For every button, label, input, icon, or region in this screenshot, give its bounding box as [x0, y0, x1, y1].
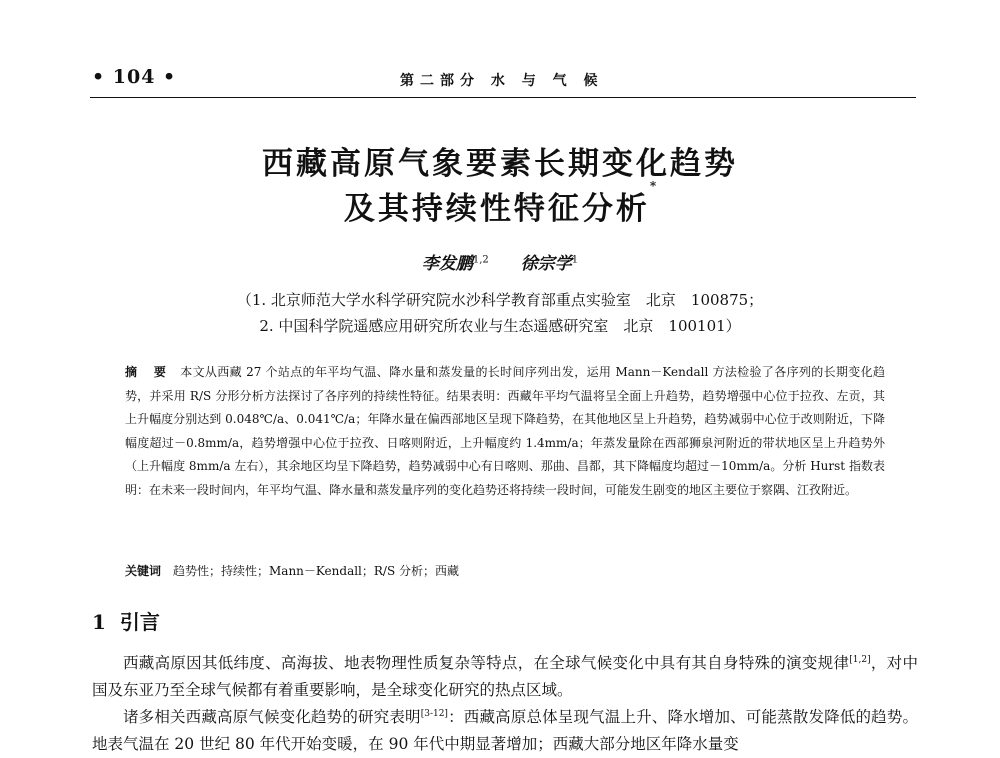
paper-title-line1: 西藏高原气象要素长期变化趋势 — [262, 146, 738, 182]
abstract-label: 摘 要 — [125, 365, 173, 379]
keywords — [125, 562, 459, 579]
abstract — [125, 361, 885, 502]
section-title: 引言 — [119, 610, 160, 634]
body-paragraph: 西藏高原因其低纬度、高海拔、地表物理性质复杂等特点，在全球气候变化中具有其自身特殊的演变规律[1,2]，对中国及东亚乃至全球气候都有着重要影响，是全球变化研究的热点区域。 — [92, 654, 918, 700]
affiliation-1: （1. 北京师范大学水科学研究院水沙科学教育部重点实验室 北京 100875； — [236, 291, 764, 309]
body-paragraph: 诸多相关西藏高原气候变化趋势的研究表明[3-12]：西藏高原总体呈现气温上升、降水增加、可能蒸散发降低的趋势。地表气温在 20 世纪 80 年代开始变暖，在 90 年代中期显著增加；西藏大部分地区年降水量变 — [92, 708, 918, 754]
header-rule — [90, 97, 916, 98]
title-footnote-mark: * — [649, 179, 657, 193]
keywords-text: 趋势性；持续性；Mann－Kendall；R/S 分析；西藏 — [173, 564, 460, 578]
paper-title-line2: 及其持续性特征分析* — [343, 179, 657, 227]
section-number: 1 — [92, 610, 106, 634]
citation: [1,2] — [849, 655, 871, 665]
section-heading — [92, 606, 160, 635]
author-affiliation-mark: 1,2 — [472, 254, 489, 266]
author-name: 徐宗学 — [520, 254, 572, 274]
author-list — [0, 249, 1000, 274]
abstract-text: 本文从西藏 27 个站点的年平均气温、降水量和蒸发量的长时间序列出发，运用 Mann－Kendall 方法检验了各序列的长期变化趋势，并采用 R/S 分形分析方法探讨了各序列的持续性特征。结果表明：西藏年平均气温将呈全面上升趋势，趋势增强中心位于拉孜、左贡，其上升幅度分别达到 0.048℃/a、0.041℃/a；年降水量在偏西部地区呈现下降趋势，在其他地区呈上升趋势，趋势减弱中心位于改则附近，下降幅度超过－0.8mm/a，趋势增强中心位于拉孜、日喀则附近，上升幅度约 1.4mm/a；年蒸发量除在西部狮泉河附近的带状地区呈上升趋势外（上升幅度 8mm/a 左右），其余地区均呈下降趋势，趋势减弱中心有日喀则、那曲、昌都，其下降幅度均超过－10mm/a。分析 Hurst 指数表明：在未来一段时间内，年平均气温、降水量和蒸发量序列的变化趋势还将持续一段时间，可能发生剧变的地区主要位于察隅、江孜附近。 — [125, 365, 885, 497]
citation: [3-12] — [420, 709, 448, 719]
page-number: • 104 • — [92, 66, 177, 88]
author-affiliation-mark: 1 — [571, 254, 579, 266]
affiliation-2: 2. 中国科学院遥感应用研究所农业与生态遥感研究室 北京 100101） — [259, 317, 741, 335]
running-header: 第二部分 水 与 气 候 — [400, 73, 604, 89]
keywords-label: 关键词 — [125, 564, 162, 578]
author-name: 李发鹏 — [421, 254, 473, 274]
